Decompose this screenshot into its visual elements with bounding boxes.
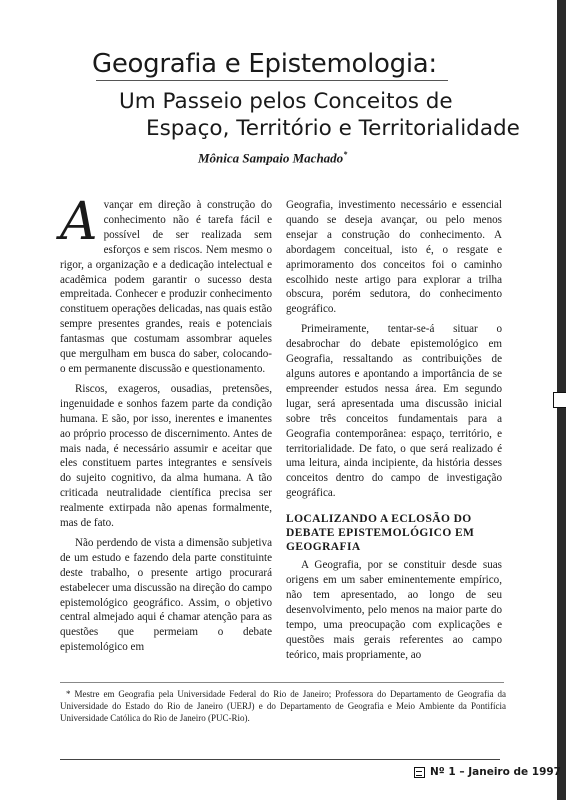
title-underline — [96, 80, 448, 81]
footnote-divider — [60, 682, 504, 683]
body-paragraph: Primeiramente, tentar-se-á situar o desabrochar do debate epistemológico em Geografia, ressaltando as contribuições de alguns autores e apontando a importância de se empreender estudos nessa área. Em segundo lugar, será apresentada uma discussão inicial sobre três conceitos fundamentais para a Geografia contemporânea: espaço, território, e territorialidade. De fato, o que será realizado é uma leitura, ainda incipiente, da história desses conceitos dentro do campo de investigação geográfica. — [286, 323, 502, 500]
paragraph-text: vançar em direção à construção do conhecimento não é tarefa fácil e possível de ser realizada sem esforços e sem riscos. Nem mesmo o rigor, a organização e a dedicação intelectual e acadêmica podem garantir o sucesso desta empreitada. Conhecer e produzir conhecimento constituem operações delicadas, nas quais estão sempre presentes grandes, reais e potenciais fantasmas que costumam assombrar aqueles que mergulham em busca do saber, colocando-o em permanente discussão e questionamento. — [60, 199, 272, 375]
page-edge-bracket-mark — [553, 392, 566, 408]
body-paragraph — [60, 192, 272, 377]
author-footnote: * Mestre em Geografia pela Universidade Federal do Rio de Janeiro; Professora do Departamento de Geografia da Universidade do Estado do Rio de Janeiro (UERJ) e do Departamento de Geografia e Meio Ambiente da Pontifícia Universidade Católica do Rio de Janeiro (PUC-Rio). — [60, 689, 506, 723]
footer-rule — [60, 759, 500, 760]
right-text-column — [286, 198, 502, 667]
body-paragraph: Geografia, investimento necessário e essencial quando se deseja avançar, ou pelo menos ensejar a construção do conhecimento. A abordagem conceitual, isto é, o resgate e aprimoramento dos conceitos foi o caminho escolhido neste artigo para explorar a trilha obscura, porém sedutora, do conhecimento geográfico. — [286, 199, 502, 316]
drop-cap-letter: A — [60, 192, 98, 252]
author-name — [198, 150, 347, 166]
left-text-column — [60, 192, 272, 660]
issue-label: Nº 1 – Janeiro de 1997 — [430, 766, 561, 778]
body-paragraph: A Geografia, por se constituir desde suas origens em um saber eminentemente empírico, não tem apresentado, ao longo de seu desenvolvimento, pelo menos na maior parte do tempo, uma preocupação com explicações e questões mais gerais referentes ao campo teórico, mais propriamente, ao — [286, 559, 502, 661]
article-subtitle-line1: Um Passeio pelos Conceitos de — [119, 89, 453, 114]
section-heading: LOCALIZANDO A ECLOSÃO DO DEBATE EPISTEMOLÓGICO EM GEOGRAFIA — [286, 513, 475, 554]
body-paragraph: Riscos, exageros, ousadias, pretensões, ingenuidade e sonhos fazem parte da condição humana. E são, por isso, inerentes e imanentes ao próprio processo de discernimento. Antes de mais nada, é necessário assumir e aceitar que eles constituem partes integrantes e sensíveis do sujeito cognitivo, da alma humana. A tão criticada neutralidade científica precisa ser realmente extirpada não apenas formalmente, mas de fato. — [60, 382, 272, 530]
body-paragraph: Não perdendo de vista a dimensão subjetiva de um estudo e fazendo dela parte constituinte deste trabalho, o presente artigo procurará estabelecer uma discussão na direção do campo epistemológico geográfico. Assim, o objetivo central almejado aqui é chamar atenção para as questões que permeiam o debate epistemológico em — [60, 536, 272, 654]
page-footer — [414, 766, 561, 778]
author-name-text: Mônica Sampaio Machado — [198, 150, 344, 166]
article-subtitle-line2: Espaço, Território e Territorialidade — [146, 116, 520, 141]
author-footnote-mark: * — [343, 150, 348, 159]
article-title: Geografia e Epistemologia: — [92, 49, 437, 79]
journal-logo-icon — [414, 767, 425, 778]
